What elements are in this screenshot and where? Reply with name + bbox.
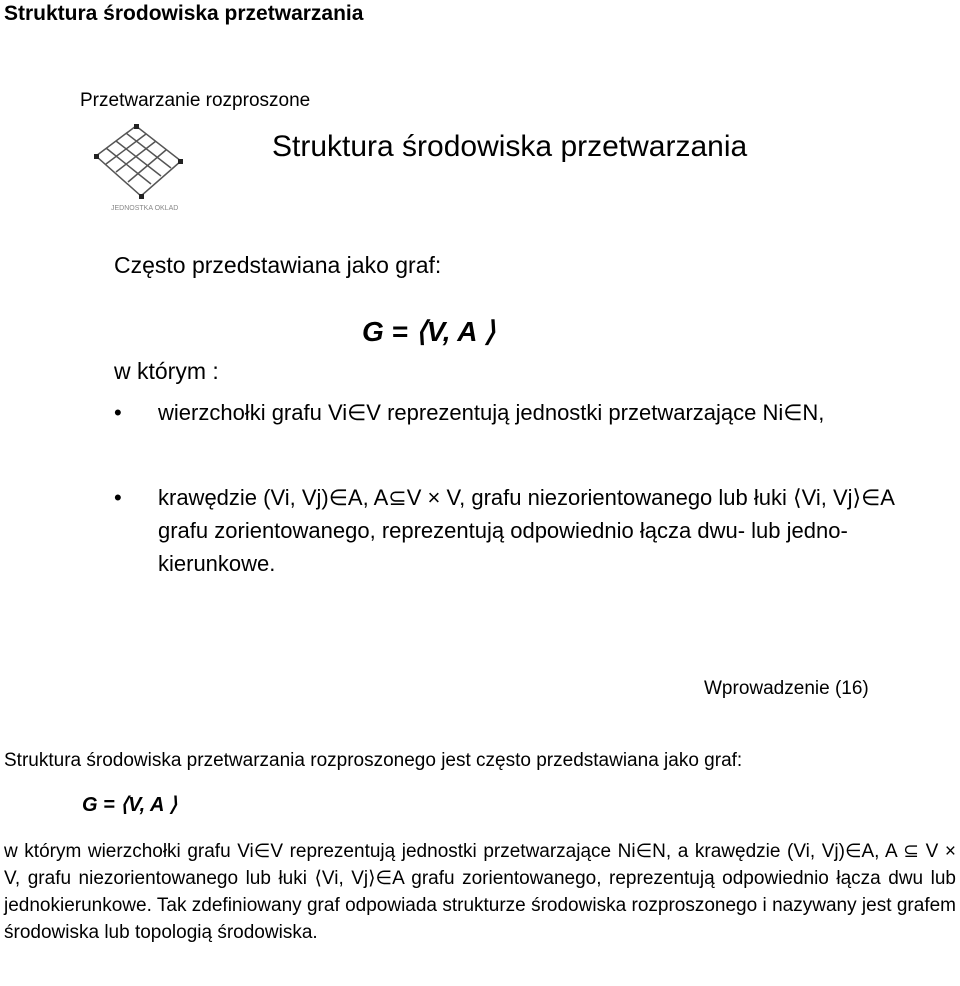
body-formula: G = ⟨V, A ⟩: [82, 794, 178, 816]
paragraph-intro: Struktura środowiska przetwarzania rozproszonego jest często przedstawiana jako graf:: [4, 750, 743, 771]
slide-image: [0, 60, 960, 710]
logo-text: JEDNOSTKA OKLAD: [111, 205, 179, 212]
paragraph-definition: w którym wierzchołki grafu Vi∈V reprezentują jednostki przetwarzające Ni∈N, a krawędzie (Vi, Vj)∈A, A ⊆ V × V, grafu niezorientowanego lub łuki ⟨Vi, Vj⟩∈A grafu zorientowanego, reprezentują odpowiednio łącza dwu lub jednokierunkowe. Tak zdefiniowany graf odpowiada strukturze środowiska rozproszonego i nazywany jest grafem środowiska lub topologią środowiska.: [4, 841, 956, 943]
slide-header: Przetwarzanie rozproszone: [80, 90, 311, 111]
slide-in-which: w którym :: [114, 358, 219, 384]
slide-formula: G = ⟨V, A ⟩: [362, 316, 496, 347]
slide-title: Struktura środowiska przetwarzania: [272, 130, 748, 163]
bullet-text: krawędzie (Vi, Vj)∈A, A⊆V × V, grafu niezorientowanego lub łuki ⟨Vi, Vj⟩∈A grafu zorientowanego, reprezentują odpowiednio łącza dwu- lub jedno-kierunkowe.: [158, 485, 894, 576]
slide-subtitle: Często przedstawiana jako graf:: [114, 252, 442, 278]
bullet-marker: •: [114, 400, 122, 425]
bullet-marker: •: [114, 485, 122, 510]
slide-footer: Wprowadzenie (16): [704, 678, 869, 699]
grid-logo-icon: [86, 116, 186, 216]
bullet-text: wierzchołki grafu Vi∈V reprezentują jednostki przetwarzające Ni∈N,: [158, 400, 825, 425]
page-title: Struktura środowiska przetwarzania: [4, 2, 364, 25]
